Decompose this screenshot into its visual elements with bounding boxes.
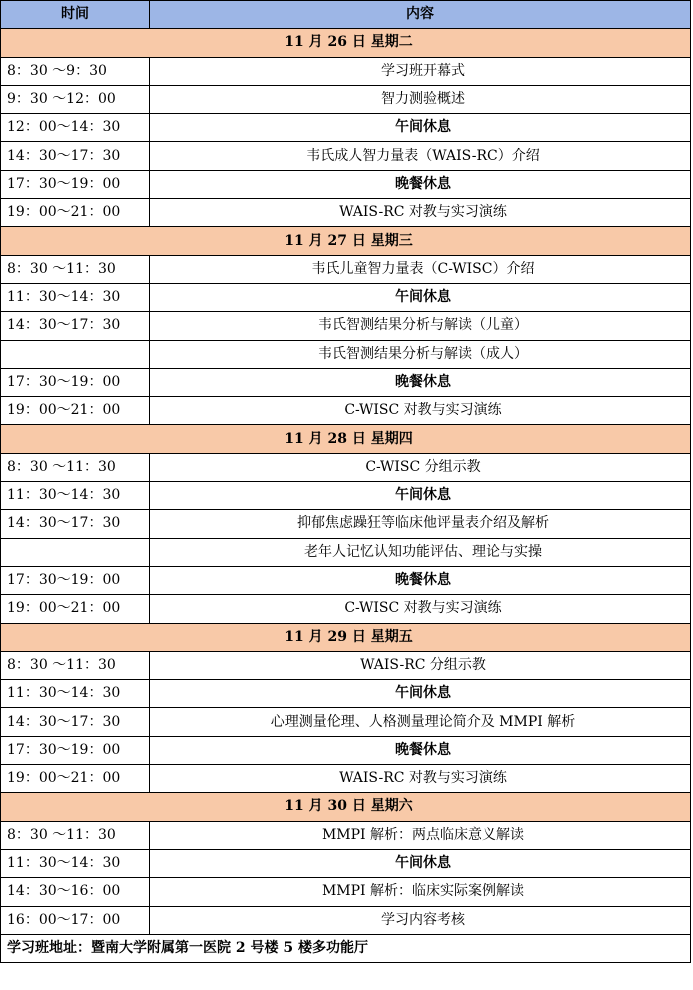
content-cell: 午间休息 xyxy=(150,849,691,877)
table-row xyxy=(1,708,691,736)
table-row xyxy=(1,765,691,793)
content-cell: 老年人记忆认知功能评估、理论与实操 xyxy=(150,538,691,566)
time-cell: 19：00～21：00 xyxy=(1,397,150,425)
table-row xyxy=(1,340,691,368)
content-cell: C-WISC 对教与实习演练 xyxy=(150,595,691,623)
day-header-row xyxy=(1,29,691,57)
header-row xyxy=(1,1,691,29)
table-row xyxy=(1,170,691,198)
table-row xyxy=(1,85,691,113)
time-cell: 17：30～19：00 xyxy=(1,170,150,198)
time-cell: 17：30～19：00 xyxy=(1,566,150,594)
footer-row xyxy=(1,934,691,962)
day-header-row xyxy=(1,623,691,651)
table-row xyxy=(1,255,691,283)
content-cell: 韦氏儿童智力量表（C-WISC）介绍 xyxy=(150,255,691,283)
content-cell: 晚餐休息 xyxy=(150,368,691,396)
table-row xyxy=(1,566,691,594)
time-cell: 8：30 ～11：30 xyxy=(1,453,150,481)
content-cell: 心理测量伦理、人格测量理论简介及 MMPI 解析 xyxy=(150,708,691,736)
table-row xyxy=(1,368,691,396)
content-cell: MMPI 解析：临床实际案例解读 xyxy=(150,878,691,906)
table-row xyxy=(1,397,691,425)
day-date-label: 11 月 29 日 星期五 xyxy=(1,623,691,651)
time-cell: 11：30～14：30 xyxy=(1,849,150,877)
day-date-label: 11 月 27 日 星期三 xyxy=(1,227,691,255)
time-cell: 14：30～17：30 xyxy=(1,708,150,736)
content-cell: 学习班开幕式 xyxy=(150,57,691,85)
time-cell: 19：00～21：00 xyxy=(1,765,150,793)
day-header-row xyxy=(1,227,691,255)
time-cell xyxy=(1,340,150,368)
day-date-label: 11 月 28 日 星期四 xyxy=(1,425,691,453)
table-row xyxy=(1,736,691,764)
table-row xyxy=(1,878,691,906)
time-cell: 14：30～17：30 xyxy=(1,312,150,340)
time-cell: 14：30～17：30 xyxy=(1,142,150,170)
content-cell: MMPI 解析：两点临床意义解读 xyxy=(150,821,691,849)
day-date-label: 11 月 30 日 星期六 xyxy=(1,793,691,821)
table-row xyxy=(1,142,691,170)
content-cell: 韦氏成人智力量表（WAIS-RC）介绍 xyxy=(150,142,691,170)
content-cell: 晚餐休息 xyxy=(150,170,691,198)
content-cell: 午间休息 xyxy=(150,114,691,142)
time-cell: 8：30 ～11：30 xyxy=(1,651,150,679)
table-row xyxy=(1,651,691,679)
time-cell: 12：00～14：30 xyxy=(1,114,150,142)
table-row xyxy=(1,114,691,142)
time-cell: 11：30～14：30 xyxy=(1,680,150,708)
table-row xyxy=(1,906,691,934)
content-cell: WAIS-RC 分组示教 xyxy=(150,651,691,679)
content-cell: 晚餐休息 xyxy=(150,566,691,594)
content-cell: C-WISC 对教与实习演练 xyxy=(150,397,691,425)
table-row xyxy=(1,821,691,849)
time-cell: 14：30～16：00 xyxy=(1,878,150,906)
schedule-body xyxy=(1,29,691,963)
day-header-row xyxy=(1,793,691,821)
content-cell: 午间休息 xyxy=(150,680,691,708)
time-cell xyxy=(1,538,150,566)
time-cell: 19：00～21：00 xyxy=(1,199,150,227)
time-cell: 16：00～17：00 xyxy=(1,906,150,934)
table-row xyxy=(1,538,691,566)
time-cell: 8：30 ～11：30 xyxy=(1,821,150,849)
table-row xyxy=(1,199,691,227)
day-header-row xyxy=(1,425,691,453)
header-content: 内容 xyxy=(150,1,691,29)
content-cell: 韦氏智测结果分析与解读（儿童） xyxy=(150,312,691,340)
content-cell: 韦氏智测结果分析与解读（成人） xyxy=(150,340,691,368)
time-cell: 8：30 ～11：30 xyxy=(1,255,150,283)
table-row xyxy=(1,482,691,510)
table-row xyxy=(1,57,691,85)
table-row xyxy=(1,595,691,623)
table-row xyxy=(1,312,691,340)
day-date-label: 11 月 26 日 星期二 xyxy=(1,29,691,57)
time-cell: 9：30 ～12：00 xyxy=(1,85,150,113)
content-cell: 午间休息 xyxy=(150,482,691,510)
content-cell: 智力测验概述 xyxy=(150,85,691,113)
content-cell: WAIS-RC 对教与实习演练 xyxy=(150,199,691,227)
time-cell: 17：30～19：00 xyxy=(1,736,150,764)
header-time: 时间 xyxy=(1,1,150,29)
time-cell: 11：30～14：30 xyxy=(1,482,150,510)
table-header xyxy=(1,1,691,29)
content-cell: 学习内容考核 xyxy=(150,906,691,934)
content-cell: 晚餐休息 xyxy=(150,736,691,764)
content-cell: 抑郁焦虑躁狂等临床他评量表介绍及解析 xyxy=(150,510,691,538)
venue-address: 学习班地址：暨南大学附属第一医院 2 号楼 5 楼多功能厅 xyxy=(1,934,691,962)
time-cell: 19：00～21：00 xyxy=(1,595,150,623)
table-row xyxy=(1,283,691,311)
table-row xyxy=(1,510,691,538)
time-cell: 8：30 ～9：30 xyxy=(1,57,150,85)
content-cell: C-WISC 分组示教 xyxy=(150,453,691,481)
content-cell: WAIS-RC 对教与实习演练 xyxy=(150,765,691,793)
table-row xyxy=(1,453,691,481)
table-row xyxy=(1,680,691,708)
table-row xyxy=(1,849,691,877)
time-cell: 17：30～19：00 xyxy=(1,368,150,396)
time-cell: 11：30～14：30 xyxy=(1,283,150,311)
time-cell: 14：30～17：30 xyxy=(1,510,150,538)
content-cell: 午间休息 xyxy=(150,283,691,311)
